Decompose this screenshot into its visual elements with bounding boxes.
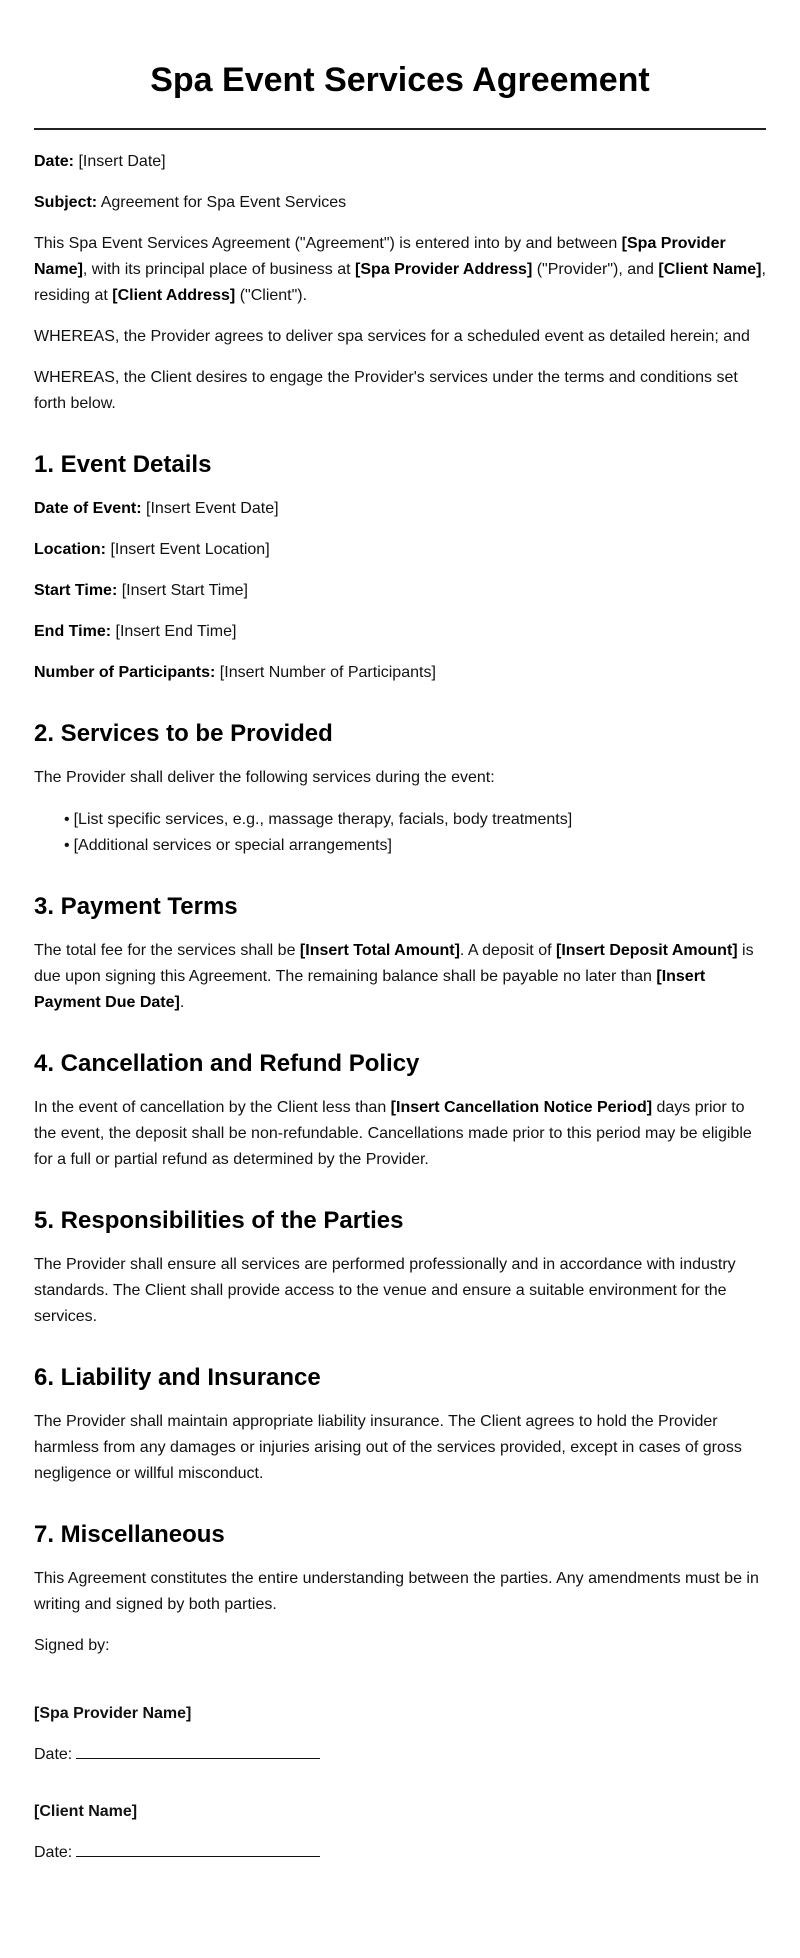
intro-text: , residing at [34,261,766,304]
section-heading-payment: 3. Payment Terms [34,893,238,920]
date-line [34,149,766,175]
list-item: • [List specific services, e.g., massage therapy, facials, body treatments] [64,807,766,833]
cancellation-text: days prior to the event, the deposit shall be non-refundable. Cancellations made prior to this period may be eligible for a full or partial refund as determined by the Provider. [34,1099,752,1168]
payment-text: . A deposit of [459,942,556,959]
intro-text: ("Provider"), and [532,261,659,278]
whereas-client: WHEREAS, the Client desires to engage the Provider's services under the terms and conditions set forth below. [34,369,738,412]
client-address-placeholder: [Client Address] [112,287,236,304]
section-heading-miscellaneous: 7. Miscellaneous [34,1521,225,1548]
section-heading-event-details: 1. Event Details [34,451,212,478]
provider-signature-name: [Spa Provider Name] [34,1705,192,1722]
client-date-blank [76,1840,320,1857]
services-intro: The Provider shall deliver the following services during the event: [34,769,495,786]
date-label: Date: [34,153,75,170]
list-item: • [Additional services or special arrangements] [64,833,766,859]
event-date-field [34,496,766,522]
field-value: [Insert Start Time] [117,582,248,599]
field-label: Date of Event: [34,500,142,517]
end-time-field [34,619,766,645]
field-label: End Time: [34,623,112,640]
payment-paragraph [34,938,766,1016]
provider-name-placeholder: [Spa Provider Name] [34,235,726,278]
field-label: Number of Participants: [34,664,216,681]
client-signature-name: [Client Name] [34,1803,138,1820]
total-amount-placeholder: [Insert Total Amount] [299,942,460,959]
intro-text: , with its principal place of business at [82,261,356,278]
services-list [34,807,766,859]
signed-by-label: Signed by: [34,1637,110,1654]
client-signature-date [34,1840,766,1866]
payment-text: The total fee for the services shall be [34,942,300,959]
start-time-field [34,578,766,604]
participants-field [34,660,766,686]
intro-text: ("Client"). [235,287,308,304]
payment-text: is due upon signing this Agreement. The remaining balance shall be payable no later than [34,942,754,985]
field-value: [Insert Number of Participants] [215,664,436,681]
provider-address-placeholder: [Spa Provider Address] [355,261,533,278]
section-heading-liability: 6. Liability and Insurance [34,1364,321,1391]
document-title: Spa Event Services Agreement [150,61,650,99]
intro-paragraph [34,231,766,309]
title-divider [34,128,766,130]
whereas-provider: WHEREAS, the Provider agrees to deliver spa services for a scheduled event as detailed herein; and [34,328,750,345]
subject-label: Subject: [34,194,98,211]
subject-line [34,190,766,216]
section-heading-responsibilities: 5. Responsibilities of the Parties [34,1207,404,1234]
date-value: [Insert Date] [74,153,166,170]
deposit-amount-placeholder: [Insert Deposit Amount] [555,942,738,959]
provider-signature-date [34,1742,766,1768]
payment-text: . [179,994,185,1011]
field-value: [Insert End Time] [111,623,237,640]
payment-due-date-placeholder: [Insert Payment Due Date] [34,968,706,1011]
event-location-field [34,537,766,563]
cancellation-period-placeholder: [Insert Cancellation Notice Period] [390,1099,653,1116]
cancellation-paragraph [34,1095,766,1173]
date-label: Date: [34,1746,73,1763]
responsibilities-paragraph: The Provider shall ensure all services are performed professionally and in accordance with industry standards. The Client shall provide access to the venue and ensure a suitable environment for the services. [34,1256,736,1325]
field-value: [Insert Event Date] [141,500,279,517]
client-name-placeholder: [Client Name] [658,261,762,278]
field-label: Location: [34,541,106,558]
provider-date-blank [76,1742,320,1759]
date-label: Date: [34,1844,73,1861]
section-heading-services: 2. Services to be Provided [34,720,333,747]
subject-value: Agreement for Spa Event Services [97,194,347,211]
cancellation-text: In the event of cancellation by the Client less than [34,1099,391,1116]
liability-paragraph: The Provider shall maintain appropriate liability insurance. The Client agrees to hold the Provider harmless from any damages or injuries arising out of the services provided, except in cases of gross negligence or willful misconduct. [34,1413,742,1482]
field-value: [Insert Event Location] [106,541,270,558]
intro-text: This Spa Event Services Agreement ("Agreement") is entered into by and between [34,235,622,252]
section-heading-cancellation: 4. Cancellation and Refund Policy [34,1050,420,1077]
field-label: Start Time: [34,582,118,599]
miscellaneous-paragraph: This Agreement constitutes the entire understanding between the parties. Any amendments must be in writing and signed by both parties. [34,1570,759,1613]
